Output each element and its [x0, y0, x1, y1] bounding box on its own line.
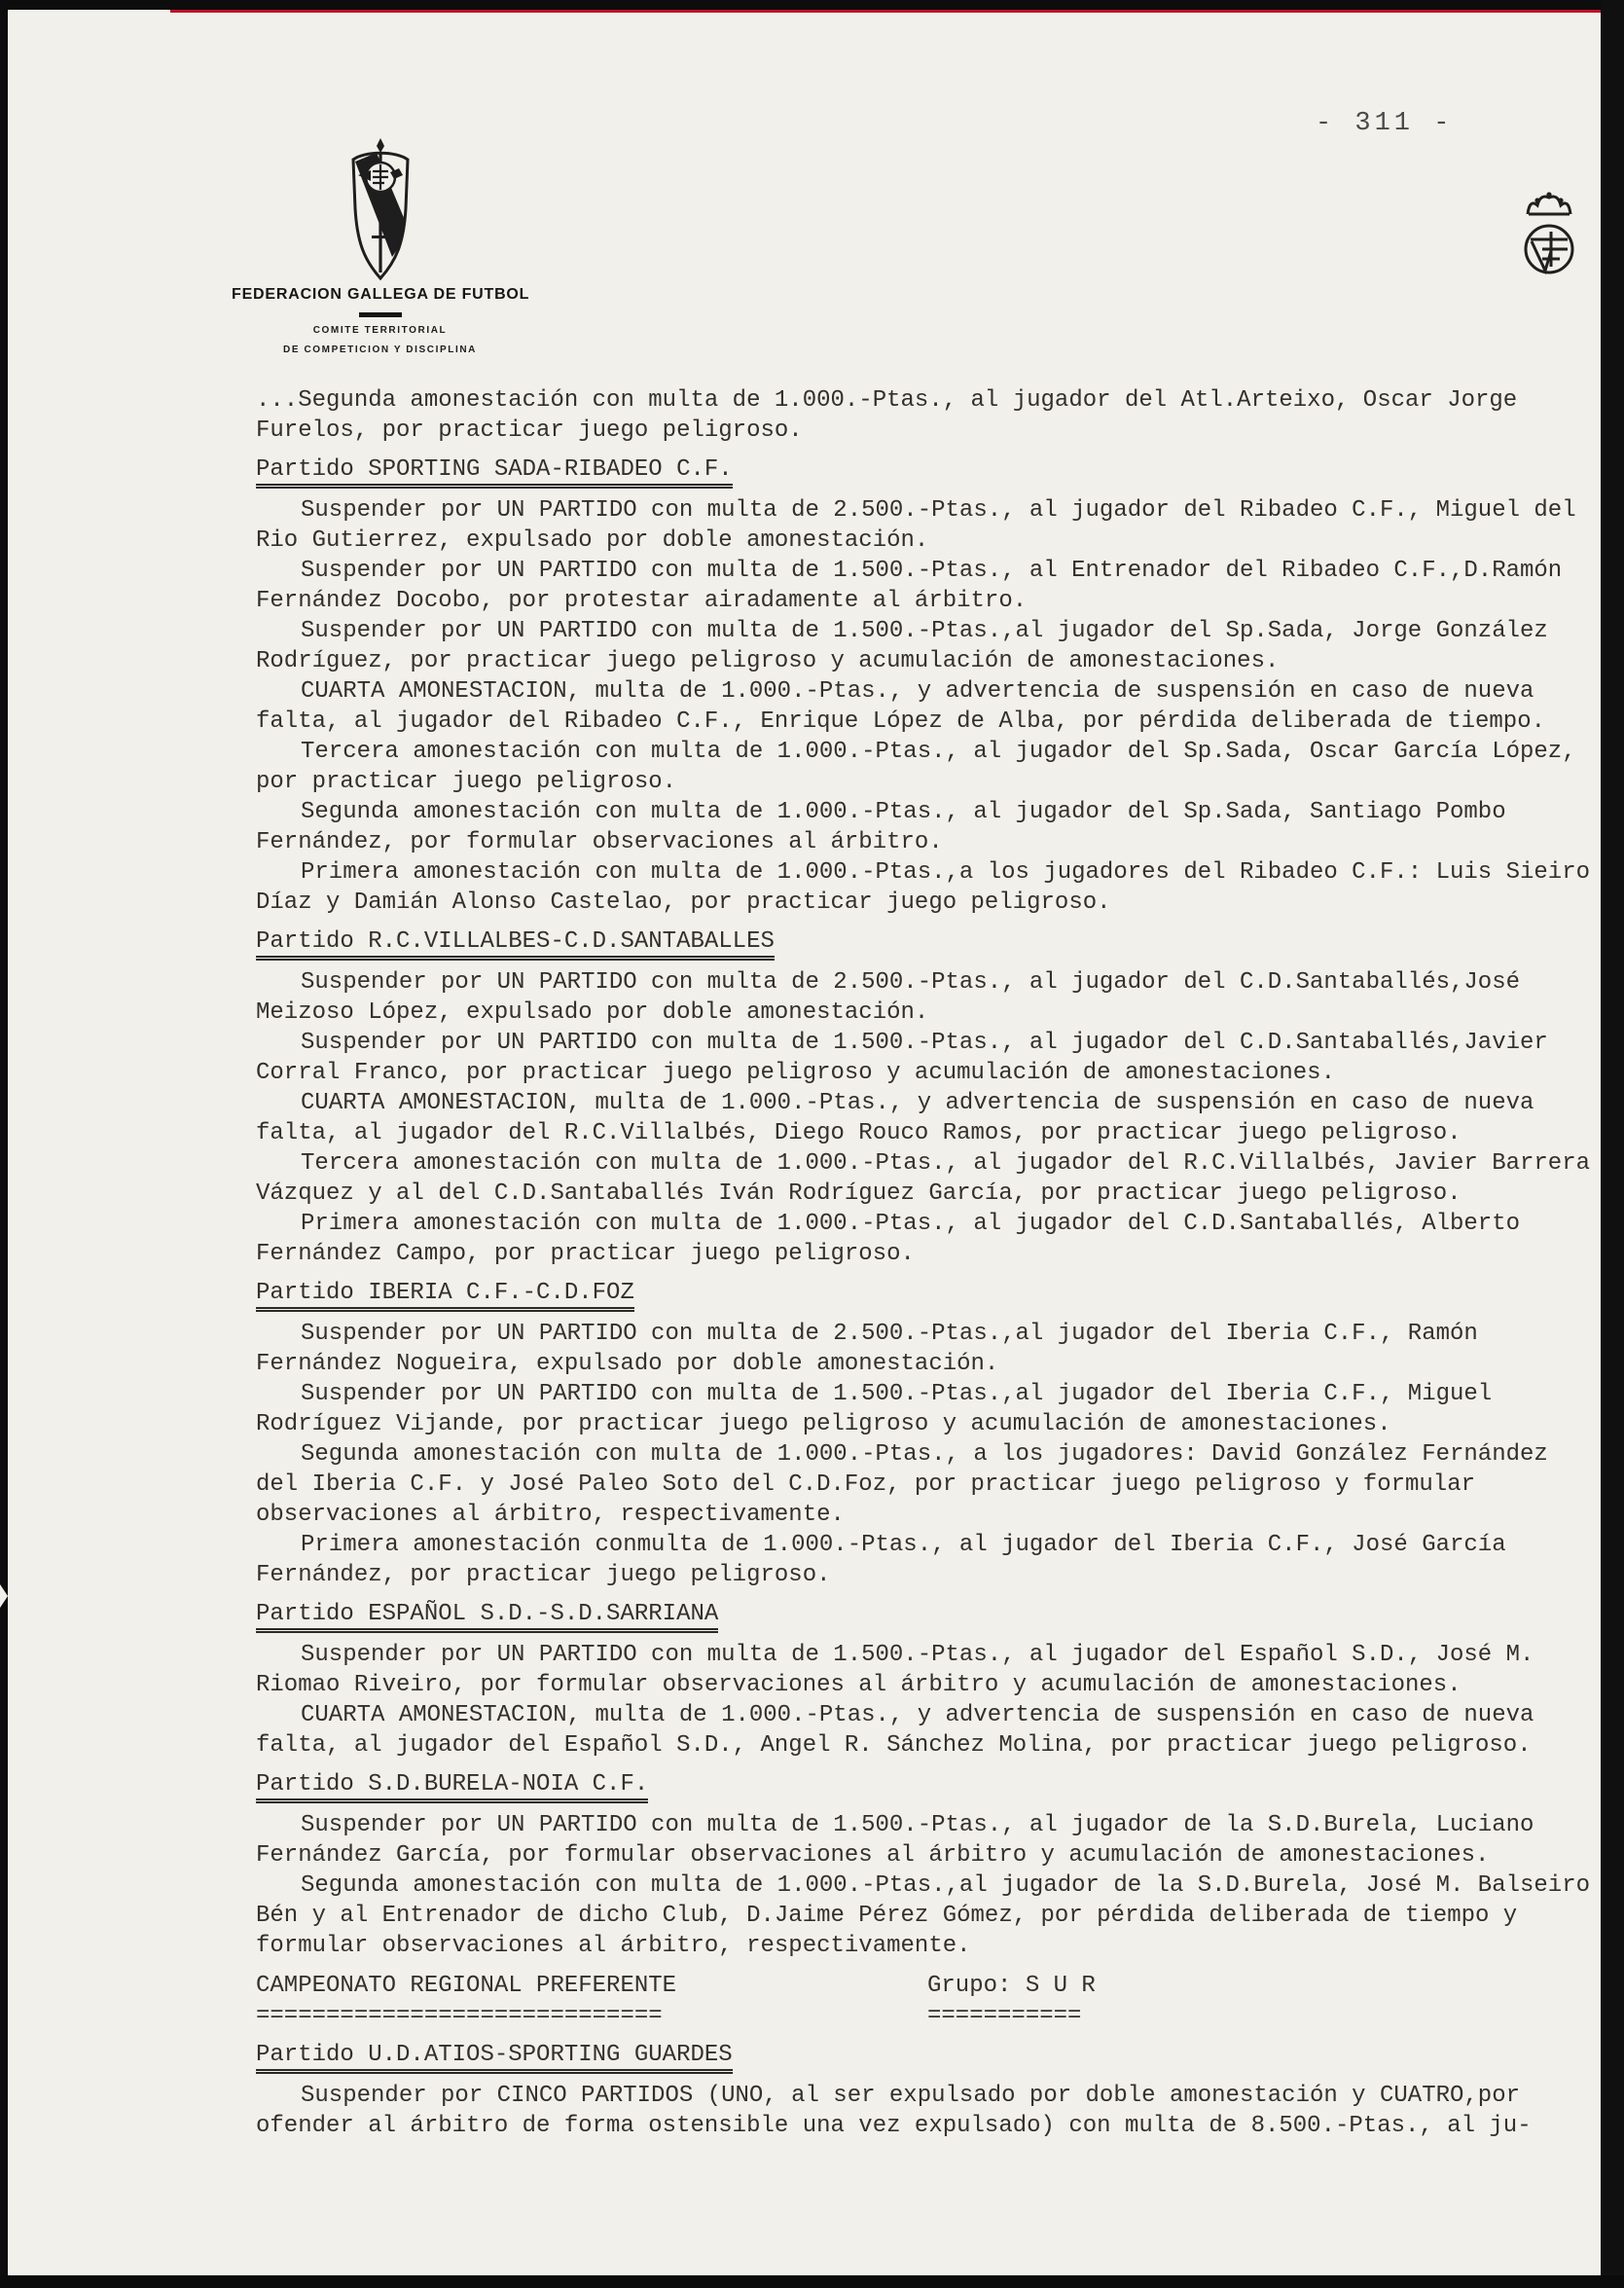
- sanction-paragraph: CUARTA AMONESTACION, multa de 1.000.-Ptas., y advertencia de suspensión en caso de nueva falta, al jugador del Ribadeo C.F., Enrique López de Alba, por pérdida deliberada de tiempo.: [256, 678, 1546, 735]
- championship-underline: =============================: [256, 2003, 663, 2029]
- match-heading: [256, 926, 1597, 957]
- group-underline: ===========: [927, 2003, 1082, 2029]
- sanction-paragraph: Primera amonestación conmulta de 1.000.-Ptas., al jugador del Iberia C.F., José García Fernández, por practicar juego peligroso.: [256, 1532, 1506, 1588]
- match-heading-text: Partido IBERIA C.F.-C.D.FOZ: [256, 1280, 634, 1312]
- championship-title-row: [256, 1971, 1597, 2031]
- match-heading-text: Partido S.D.BURELA-NOIA C.F.: [256, 1771, 648, 1803]
- sanction-paragraph: CUARTA AMONESTACION, multa de 1.000.-Ptas., y advertencia de suspensión en caso de nueva falta, al jugador del Español S.D., Angel R. Sánchez Molina, por practicar juego peligroso.: [256, 1702, 1534, 1759]
- sanction-paragraph: Suspender por UN PARTIDO con multa de 1.500.-Ptas., al jugador de la S.D.Burela, Luciano Fernández García, por formular observaciones al árbitro y acumulación de amonestaciones.: [256, 1812, 1534, 1869]
- match-heading-text: Partido ESPAÑOL S.D.-S.D.SARRIANA: [256, 1601, 718, 1633]
- match-heading: [256, 454, 1597, 485]
- sanction-paragraph: Suspender por UN PARTIDO con multa de 1.500.-Ptas.,al jugador del Sp.Sada, Jorge González Rodríguez, por practicar juego peligroso y acumulación de amonestaciones.: [256, 618, 1548, 674]
- sanction-paragraph: ...Segunda amonestación con multa de 1.000.-Ptas., al jugador del Atl.Arteixo, Oscar Jorge Furelos, por practicar juego peligroso.: [256, 387, 1518, 444]
- scan-border-left: [0, 10, 8, 2288]
- org-divider: [359, 312, 402, 317]
- sanction-paragraph: Segunda amonestación con multa de 1.000.-Ptas., a los jugadores: David González Fernández del Iberia C.F. y José Paleo Soto del C.D.Foz, por practicar juego peligroso y formular observaciones al árbitro, respectivamente.: [256, 1441, 1548, 1528]
- match-heading-text: Partido U.D.ATIOS-SPORTING GUARDES: [256, 2042, 733, 2074]
- scan-border-right: [1601, 0, 1624, 2288]
- group-title: Grupo: S U R: [927, 1973, 1096, 1999]
- scan-border-bottom: [0, 2275, 1624, 2288]
- org-header: [232, 138, 528, 364]
- match-heading: [256, 1278, 1597, 1308]
- match-heading: [256, 1599, 1597, 1629]
- sanction-paragraph: Suspender por UN PARTIDO con multa de 1.500.-Ptas.,al jugador del Iberia C.F., Miguel Rodríguez Vijande, por practicar juego peligroso y acumulación de amonestaciones.: [256, 1381, 1493, 1437]
- match-heading: [256, 1769, 1597, 1799]
- committee-line-1: COMITE TERRITORIAL: [312, 325, 448, 336]
- sanction-paragraph: Suspender por UN PARTIDO con multa de 1.500.-Ptas., al Entrenador del Ribadeo C.F.,D.Ramón Fernández Docobo, por protestar airadamente al árbitro.: [256, 558, 1563, 614]
- sanction-paragraph: Suspender por UN PARTIDO con multa de 2.500.-Ptas.,al jugador del Iberia C.F., Ramón Fernández Nogueira, expulsado por doble amonestación.: [256, 1321, 1478, 1377]
- fgf-shield-logo-icon: [345, 138, 415, 282]
- sanction-paragraph: Tercera amonestación con multa de 1.000.-Ptas., al jugador del R.C.Villalbés, Javier Barrera Vázquez y al del C.D.Santaballés Iván Rodríguez García, por practicar juego peligroso.: [256, 1150, 1591, 1207]
- org-name: FEDERACION GALLEGA DE FUTBOL: [232, 286, 530, 303]
- sanction-paragraph: Tercera amonestación con multa de 1.000.-Ptas., al jugador del Sp.Sada, Oscar García López, por practicar juego peligroso.: [256, 739, 1576, 795]
- match-heading: [256, 2040, 1597, 2070]
- sanction-paragraph: Primera amonestación con multa de 1.000.-Ptas., al jugador del C.D.Santaballés, Alberto Fernández Campo, por practicar juego peligroso.: [256, 1211, 1521, 1267]
- document-body: [256, 385, 1597, 2141]
- federation-crown-emblem-icon: [1519, 189, 1579, 284]
- sanction-paragraph: Suspender por UN PARTIDO con multa de 1.500.-Ptas., al jugador del Español S.D., José M. Riomao Riveiro, por formular observaciones al árbitro y acumulación de amonestaciones.: [256, 1642, 1534, 1698]
- sanction-paragraph: Suspender por UN PARTIDO con multa de 2.500.-Ptas., al jugador del C.D.Santaballés,José Meizoso López, expulsado por doble amonestación.: [256, 969, 1521, 1026]
- sanction-paragraph: Segunda amonestación con multa de 1.000.-Ptas.,al jugador de la S.D.Burela, José M. Balseiro Bén y al Entrenador de dicho Club, D.Jaime Pérez Gómez, por pérdida deliberada de tiempo y formular observaciones al árbitro, respectivamente.: [256, 1872, 1591, 1959]
- match-heading-text: Partido R.C.VILLALBES-C.D.SANTABALLES: [256, 928, 775, 961]
- match-heading-text: Partido SPORTING SADA-RIBADEO C.F.: [256, 456, 733, 489]
- scan-border-top: [0, 0, 1624, 10]
- sanction-paragraph: CUARTA AMONESTACION, multa de 1.000.-Ptas., y advertencia de suspensión en caso de nueva falta, al jugador del R.C.Villalbés, Diego Rouco Ramos, por practicar juego peligroso.: [256, 1090, 1534, 1146]
- sanction-paragraph: Suspender por CINCO PARTIDOS (UNO, al ser expulsado por doble amonestación y CUATRO,por ofender al árbitro de forma ostensible una vez expulsado) con multa de 8.500.-Ptas., al ju-: [256, 2083, 1532, 2139]
- championship-title: CAMPEONATO REGIONAL PREFERENTE: [256, 1973, 677, 1999]
- committee-line-2: DE COMPETICION Y DISCIPLINA: [283, 345, 477, 355]
- sanction-paragraph: Primera amonestación con multa de 1.000.-Ptas.,a los jugadores del Ribadeo C.F.: Luis Sieiro Díaz y Damián Alonso Castelao, por practicar juego peligroso.: [256, 859, 1591, 916]
- group-name: [927, 1971, 1096, 2031]
- sanction-paragraph: Segunda amonestación con multa de 1.000.-Ptas., al jugador del Sp.Sada, Santiago Pombo Fernández, por formular observaciones al árbitro.: [256, 799, 1506, 855]
- sanction-paragraph: Suspender por UN PARTIDO con multa de 1.500.-Ptas., al jugador del C.D.Santaballés,Javier Corral Franco, por practicar juego peligroso y acumulación de amonestaciones.: [256, 1030, 1548, 1086]
- scan-red-line: [170, 10, 1624, 13]
- page-number: - 311 -: [1316, 109, 1454, 138]
- sanction-paragraph: Suspender por UN PARTIDO con multa de 2.500.-Ptas., al jugador del Ribadeo C.F., Miguel del Rio Gutierrez, expulsado por doble amonestación.: [256, 497, 1576, 554]
- championship-name: [256, 1971, 927, 2031]
